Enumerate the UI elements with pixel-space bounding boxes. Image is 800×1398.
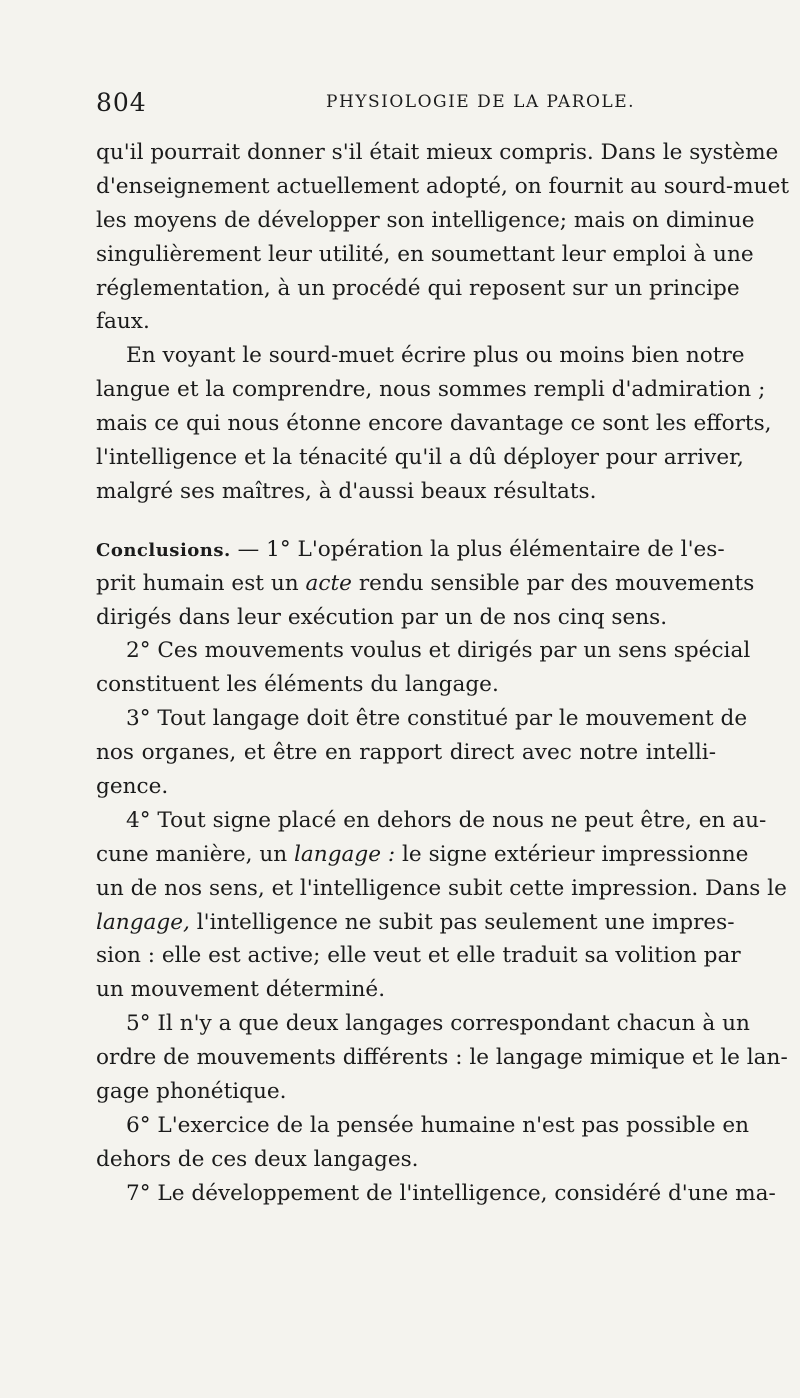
- text-line: constituent les éléments du langage.: [96, 672, 499, 698]
- text-line: langage, l'intelligence ne subit pas seulement une impres-: [96, 909, 735, 935]
- page-number: 804: [96, 88, 147, 117]
- text-line: En voyant le sourd-muet écrire plus ou moins bien notre: [126, 343, 745, 369]
- text-line: singulièrement leur utilité, en soumettant leur emploi à une: [96, 241, 754, 267]
- text-line: qu'il pourrait donner s'il était mieux compris. Dans le système: [96, 140, 779, 165]
- text-line: 2° Ces mouvements voulus et dirigés par un sens spécial: [126, 638, 751, 664]
- text-line: faux.: [96, 309, 150, 335]
- text-line: malgré ses maîtres, à d'aussi beaux résultats.: [96, 478, 597, 504]
- running-head: PHYSIOLOGIE DE LA PAROLE.: [326, 92, 636, 112]
- text-line: langue et la comprendre, nous sommes rempli d'admiration ;: [96, 377, 766, 403]
- text-line: 3° Tout langage doit être constitué par le mouvement de: [126, 706, 748, 732]
- page-header: [96, 88, 716, 118]
- text-line: un mouvement déterminé.: [96, 977, 386, 1003]
- text-line: prit humain est un acte rendu sensible par des mouvements: [96, 570, 755, 596]
- text-line: Conclusions. — 1° L'opération la plus élémentaire de l'es-: [96, 536, 725, 562]
- text-line: 7° Le développement de l'intelligence, considéré d'une ma-: [126, 1180, 776, 1206]
- italic-term: acte: [305, 570, 352, 596]
- text-line: dirigés dans leur exécution par un de nos cinq sens.: [96, 604, 668, 630]
- italic-term: langage :: [294, 841, 396, 867]
- text-line: réglementation, à un procédé qui reposent sur un principe: [96, 275, 740, 301]
- text-line: 4° Tout signe placé en dehors de nous ne peut être, en au-: [126, 807, 767, 833]
- text-line: l'intelligence et la ténacité qu'il a dû déployer pour arriver,: [96, 445, 744, 471]
- italic-term: langage,: [96, 909, 190, 935]
- text-line: mais ce qui nous étonne encore davantage ce sont les efforts,: [96, 411, 772, 437]
- paragraph: [96, 339, 772, 508]
- text-line: ordre de mouvements différents : le langage mimique et le lan-: [96, 1045, 788, 1071]
- text-line: un de nos sens, et l'intelligence subit cette impression. Dans le: [96, 875, 787, 901]
- text-line: 6° L'exercice de la pensée humaine n'est pas possible en: [126, 1112, 750, 1138]
- text-line: cune manière, un langage : le signe extérieur impressionne: [96, 841, 749, 867]
- text-line: les moyens de développer son intelligence; mais on diminue: [96, 207, 755, 233]
- body-text: [96, 136, 790, 1211]
- text-line: sion : elle est active; elle veut et elle traduit sa volition par: [96, 943, 741, 969]
- text-line: d'enseignement actuellement adopté, on fournit au sourd-muet: [96, 173, 790, 199]
- text-line: 5° Il n'y a que deux langages correspondant chacun à un: [126, 1011, 750, 1037]
- conclusions-section: [96, 533, 788, 1211]
- conclusions-heading: Conclusions.: [96, 539, 231, 561]
- section-gap: [96, 509, 716, 533]
- text-line: dehors de ces deux langages.: [96, 1146, 419, 1172]
- text-line: gage phonétique.: [96, 1079, 287, 1105]
- text-line: nos organes, et être en rapport direct avec notre intelli-: [96, 740, 716, 766]
- paragraph: [96, 136, 790, 339]
- text-line: gence.: [96, 774, 169, 800]
